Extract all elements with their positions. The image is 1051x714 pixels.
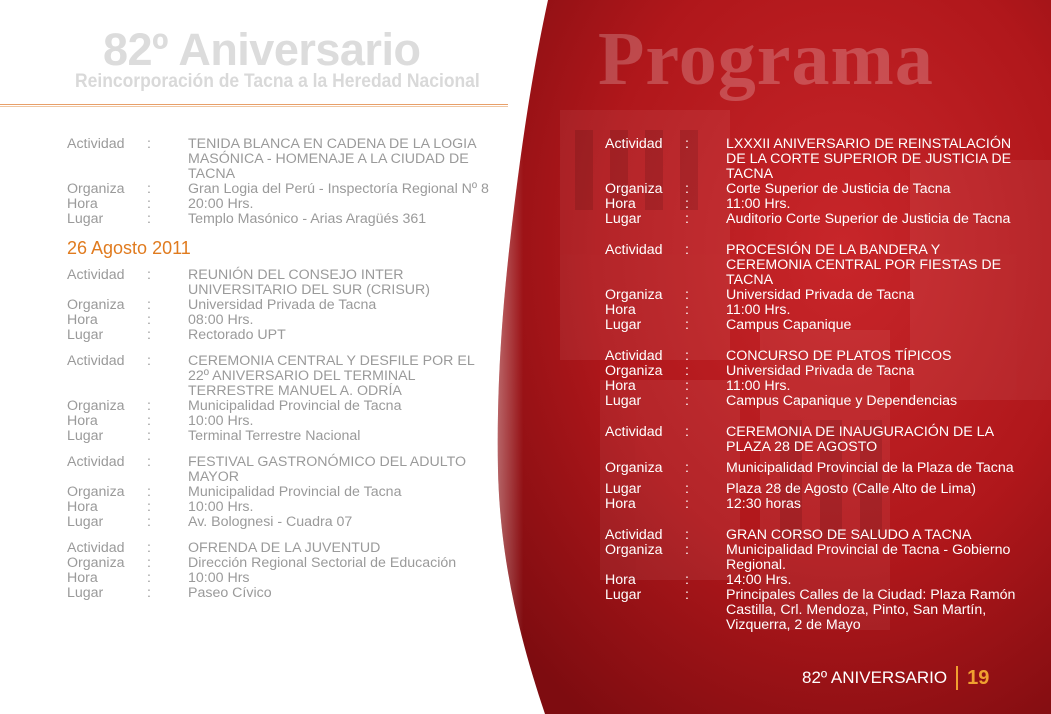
field-label: Lugar [605,393,642,409]
event-block [605,349,1025,409]
event-row [605,425,1025,455]
event-row [67,399,497,414]
field-colon: : [147,398,151,414]
event-row [67,571,497,586]
field-value: PROCESIÓN DE LA BANDERA Y CEREMONIA CENTRAL POR FIESTAS DE TACNA [726,242,1002,288]
event-row [67,313,497,328]
field-colon: : [147,570,151,586]
field-label: Actividad [67,454,125,470]
field-colon: : [685,302,689,318]
field-colon: : [147,181,151,197]
field-label: Hora [605,572,636,588]
event-row [67,586,497,601]
field-value: Campus Capanique y Dependencias [726,393,958,409]
event-block [67,455,497,530]
field-label: Actividad [605,424,663,440]
field-label: Organiza [605,542,663,558]
field-value: Municipalidad Provincial de Tacna [188,484,402,500]
field-colon: : [147,514,151,530]
event-row [605,379,1025,394]
event-row [67,556,497,571]
field-label: Lugar [605,211,642,227]
field-value: CEREMONIA CENTRAL Y DESFILE POR EL 22º ANIVERSARIO DEL TERMINAL TERRESTRE MANUEL A. ODRÍA [188,353,475,399]
field-value: Av. Bolognesi - Cuadra 07 [188,514,353,530]
left-schedule-column [67,137,497,612]
field-label: Actividad [605,348,663,364]
footer-label: 82º ANIVERSARIO [802,668,948,687]
field-value: 12:30 horas [726,496,801,512]
field-label: Lugar [605,481,642,497]
header-divider-secondary [0,106,508,107]
event-block [67,137,497,227]
field-value: Universidad Privada de Tacna [188,297,377,313]
event-row [67,328,497,343]
page-footer [802,664,989,692]
field-label: Lugar [605,317,642,333]
event-row [605,573,1025,588]
event-row [67,485,497,500]
event-block [605,528,1025,633]
field-colon: : [685,242,689,258]
field-label: Organiza [67,484,125,500]
field-label: Hora [605,378,636,394]
event-row [605,197,1025,212]
field-colon: : [147,196,151,212]
event-row [605,243,1025,288]
field-value: OFRENDA DE LA JUVENTUD [188,540,381,556]
event-row [605,528,1025,543]
page-subtitle: Reincorporación de Tacna a la Heredad Nacional [75,71,480,92]
field-colon: : [685,393,689,409]
page-number: 19 [967,666,990,689]
event-row [67,455,497,485]
field-colon: : [147,484,151,500]
event-row [605,364,1025,379]
event-row [67,137,497,182]
field-value: Universidad Privada de Tacna [726,363,915,379]
field-value: Municipalidad Provincial de la Plaza de Tacna [726,460,1014,476]
field-label: Organiza [605,363,663,379]
field-label: Lugar [67,211,104,227]
field-label: Hora [67,312,98,328]
field-colon: : [685,378,689,394]
field-value: Corte Superior de Justicia de Tacna [726,181,951,197]
event-row [605,288,1025,303]
field-value: Universidad Privada de Tacna [726,287,915,303]
header-divider [0,104,508,105]
event-row [67,429,497,444]
field-colon: : [147,267,151,283]
event-row [67,182,497,197]
event-row [605,394,1025,409]
footer-divider [956,666,958,690]
field-colon: : [147,312,151,328]
field-label: Organiza [67,555,125,571]
event-block [605,425,1025,512]
field-colon: : [685,424,689,440]
event-row [605,212,1025,227]
field-colon: : [685,496,689,512]
field-label: Hora [605,196,636,212]
field-label: Organiza [605,460,663,476]
field-label: Actividad [67,540,125,556]
field-colon: : [147,428,151,444]
field-colon: : [147,136,151,152]
field-value: Plaza 28 de Agosto (Calle Alto de Lima) [726,481,977,497]
field-colon: : [147,327,151,343]
field-value: 20:00 Hrs. [188,196,254,212]
event-row [67,500,497,515]
event-block [605,243,1025,333]
right-schedule-column [605,137,1025,644]
field-colon: : [685,348,689,364]
field-colon: : [685,481,689,497]
field-label: Organiza [67,398,125,414]
field-label: Lugar [67,585,104,601]
field-value: Campus Capanique [726,317,852,333]
field-colon: : [685,527,689,543]
field-colon: : [147,297,151,313]
field-label: Organiza [67,181,125,197]
field-colon: : [147,413,151,429]
field-label: Organiza [67,297,125,313]
field-colon: : [147,585,151,601]
field-value: 10:00 Hrs [188,570,250,586]
field-value: Terminal Terrestre Nacional [188,428,361,444]
field-label: Lugar [67,428,104,444]
field-value: 11:00 Hrs. [726,196,791,212]
field-colon: : [685,363,689,379]
field-label: Hora [67,196,98,212]
field-value: FESTIVAL GASTRONÓMICO DEL ADULTO MAYOR [188,454,467,485]
field-value: 10:00 Hrs. [188,499,254,515]
field-colon: : [147,540,151,556]
field-value: Auditorio Corte Superior de Justicia de Tacna [726,211,1011,227]
field-value: LXXXII ANIVERSARIO DE REINSTALACIÓN DE LA CORTE SUPERIOR DE JUSTICIA DE TACNA [726,136,1012,182]
event-block [67,354,497,444]
field-value: 10:00 Hrs. [188,413,254,429]
field-label: Lugar [67,327,104,343]
event-row [67,354,497,399]
field-value: 11:00 Hrs. [726,378,791,394]
page-title: 82º Aniversario [103,24,421,75]
field-colon: : [147,353,151,369]
event-row [67,541,497,556]
field-label: Hora [605,496,636,512]
field-value: Municipalidad Provincial de Tacna [188,398,402,414]
event-block [67,268,497,343]
field-label: Actividad [67,136,125,152]
field-colon: : [685,211,689,227]
header [0,0,520,112]
event-row [67,268,497,298]
field-value: Rectorado UPT [188,327,286,343]
event-row [67,515,497,530]
event-row [605,349,1025,364]
field-colon: : [685,587,689,603]
field-value: 08:00 Hrs. [188,312,254,328]
field-label: Hora [67,570,98,586]
field-value: 11:00 Hrs. [726,302,791,318]
field-label: Organiza [605,181,663,197]
field-colon: : [685,181,689,197]
field-value: 14:00 Hrs. [726,572,792,588]
field-colon: : [147,454,151,470]
field-colon: : [147,499,151,515]
field-value: Paseo Cívico [188,585,272,601]
event-row [605,588,1025,633]
field-label: Lugar [67,514,104,530]
event-block [605,137,1025,227]
date-heading: 26 Agosto 2011 [67,238,191,258]
field-value: CEREMONIA DE INAUGURACIÓN DE LA PLAZA 28 DE AGOSTO [726,424,994,455]
event-row [605,303,1025,318]
field-colon: : [147,211,151,227]
field-colon: : [685,460,689,476]
event-row [67,197,497,212]
field-label: Actividad [67,353,125,369]
field-label: Hora [67,499,98,515]
field-label: Actividad [605,136,663,152]
field-value: GRAN CORSO DE SALUDO A TACNA [726,527,972,543]
field-value: REUNIÓN DEL CONSEJO INTER UNIVERSITARIO DEL SUR (CRISUR) [188,267,430,298]
field-value: CONCURSO DE PLATOS TÍPICOS [726,348,952,364]
event-row [67,414,497,429]
event-block [67,541,497,601]
field-colon: : [147,555,151,571]
event-row [67,298,497,313]
event-row [605,318,1025,333]
field-label: Lugar [605,587,642,603]
field-colon: : [685,287,689,303]
field-value: TENIDA BLANCA EN CADENA DE LA LOGIA MASÓNICA - HOMENAJE A LA CIUDAD DE TACNA [188,136,476,182]
field-colon: : [685,196,689,212]
field-value: Gran Logia del Perú - Inspectoría Regional Nº 8 [188,181,489,197]
event-row [605,543,1025,573]
field-label: Actividad [605,242,663,258]
section-title: Programa [598,17,934,101]
field-colon: : [685,136,689,152]
field-label: Actividad [605,527,663,543]
field-colon: : [685,542,689,558]
field-value: Templo Masónico - Arias Aragüés 361 [188,211,427,227]
field-label: Hora [605,302,636,318]
field-value: Dirección Regional Sectorial de Educación [188,555,457,571]
field-label: Hora [67,413,98,429]
event-row [605,182,1025,197]
field-colon: : [685,572,689,588]
field-value: Municipalidad Provincial de Tacna - Gobierno Regional. [726,542,1011,573]
event-row [605,461,1025,476]
event-row [67,212,497,227]
field-label: Actividad [67,267,125,283]
event-row [605,137,1025,182]
event-row [605,482,1025,497]
field-value: Principales Calles de la Ciudad: Plaza Ramón Castilla, Crl. Mendoza, Pinto, San Martín, Vizquerra, 2 de Mayo [726,587,1016,633]
field-label: Organiza [605,287,663,303]
field-colon: : [685,317,689,333]
event-row [605,497,1025,512]
